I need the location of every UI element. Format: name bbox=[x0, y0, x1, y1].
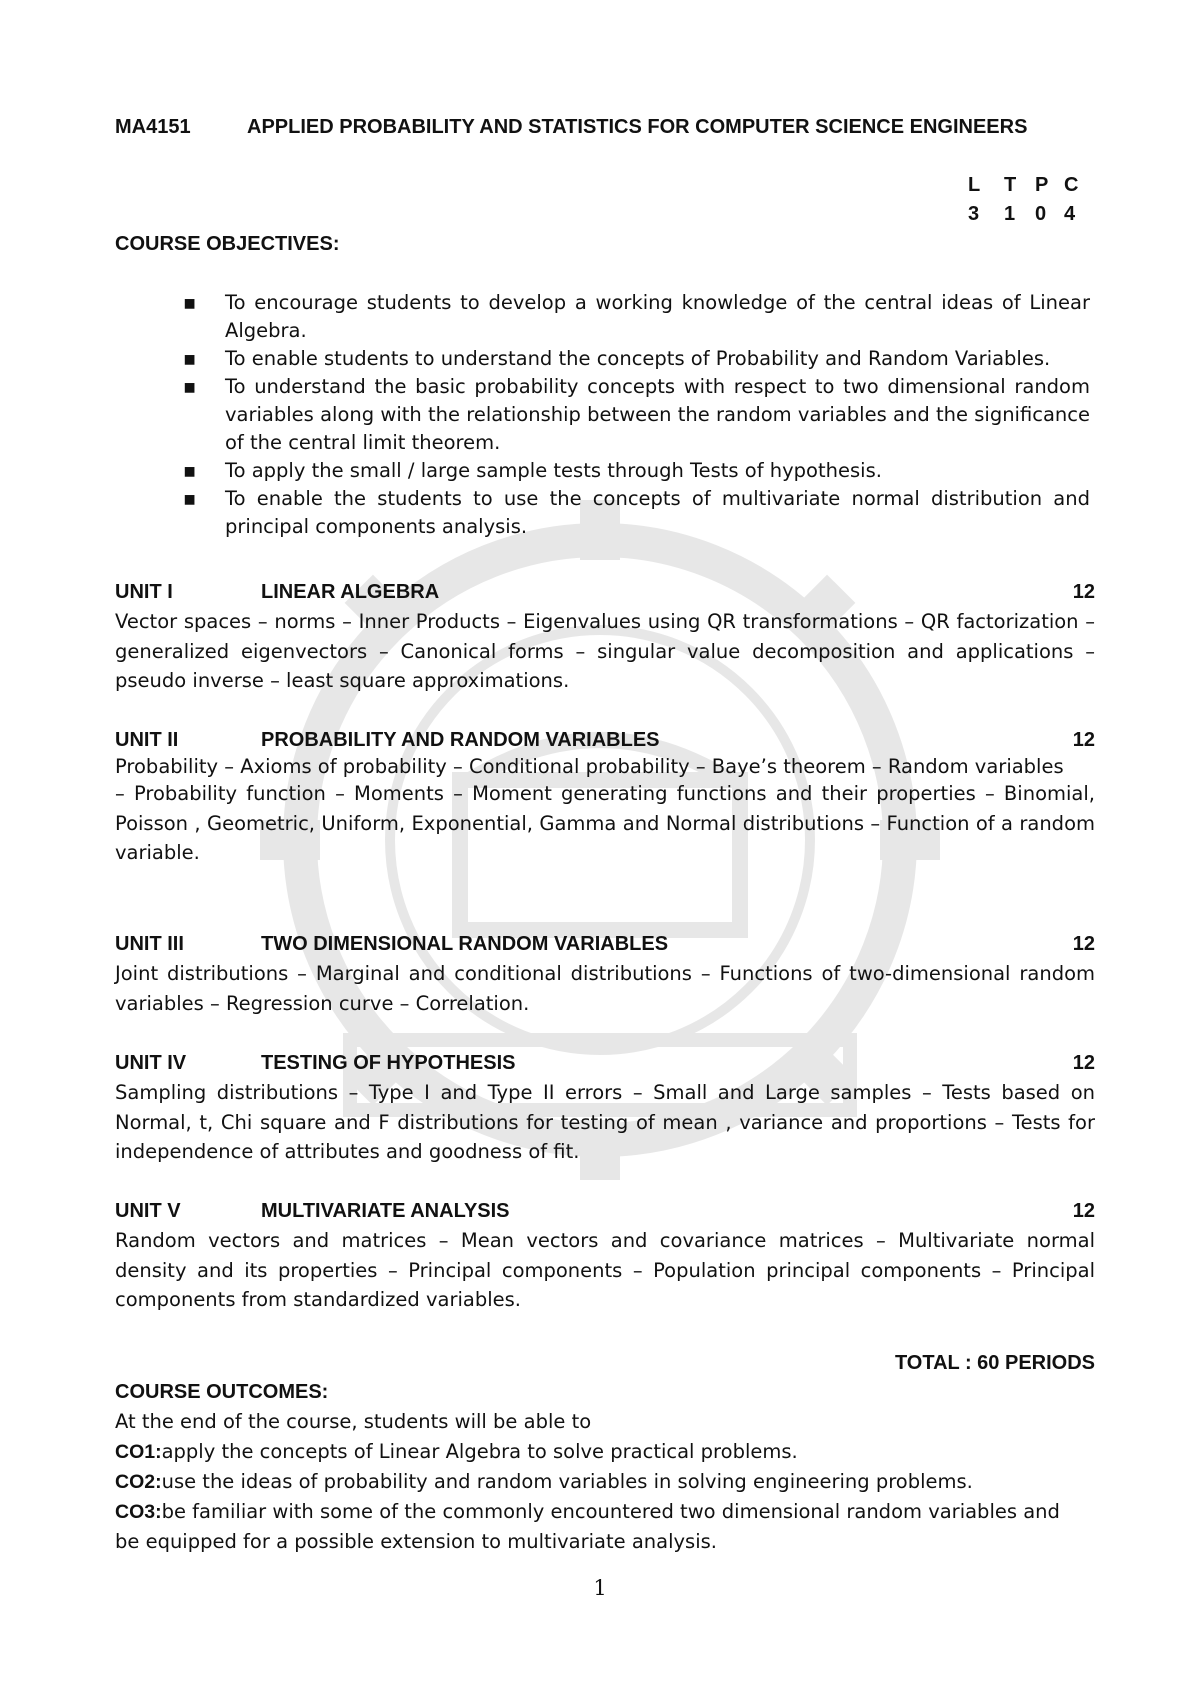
unit-section bbox=[115, 578, 1095, 696]
unit-content: Sampling distributions – Type I and Type II errors – Small and Large samples – Tests based on Normal, t, Chi square and F distributions for testing of mean , variance and proportions – Tests for independence of attributes and goodness of fit. bbox=[115, 1081, 1095, 1163]
objective-item bbox=[180, 457, 1090, 485]
objectives-list bbox=[180, 289, 1090, 541]
square-bullet-icon: ▪ bbox=[183, 487, 197, 510]
square-bullet-icon: ▪ bbox=[183, 347, 197, 370]
unit-content: Vector spaces – norms – Inner Products – Eigenvalues using QR transformations – QR factorization – generalized eigenvectors – Canonical forms – singular value decomposition and applications – pseudo inverse – least square approximations. bbox=[115, 610, 1095, 692]
objective-text: To encourage students to develop a working knowledge of the central ideas of Linear Algebra. bbox=[225, 291, 1090, 342]
page-number: 1 bbox=[593, 1576, 607, 1600]
unit-title: PROBABILITY AND RANDOM VARIABLES bbox=[261, 729, 660, 751]
objective-text: To understand the basic probability concepts with respect to two dimensional random variables along with the relationship between the random variables and the significance of the central limit theorem. bbox=[225, 375, 1090, 454]
ltpc-credits bbox=[968, 171, 1093, 229]
outcome-item bbox=[115, 1437, 1115, 1467]
outcome-item bbox=[115, 1497, 1075, 1557]
unit-content-first: Probability – Axioms of probability – Conditional probability – Baye’s theorem – Random variables bbox=[115, 755, 1064, 778]
square-bullet-icon: ▪ bbox=[183, 291, 197, 314]
ltpc-value: 1 bbox=[1004, 203, 1016, 225]
unit-section bbox=[115, 1049, 1095, 1167]
unit-hours: 12 bbox=[1072, 1200, 1095, 1222]
unit-hours: 12 bbox=[1072, 729, 1095, 751]
ltpc-label: L bbox=[968, 174, 981, 196]
unit-content: Joint distributions – Marginal and conditional distributions – Functions of two-dimensional random variables – Regression curve – Correlation. bbox=[115, 962, 1095, 1015]
objective-text: To enable the students to use the concepts of multivariate normal distribution and principal components analysis. bbox=[225, 487, 1090, 538]
unit-title: TESTING OF HYPOTHESIS bbox=[261, 1052, 516, 1074]
outcome-item bbox=[115, 1467, 1115, 1497]
unit-section bbox=[115, 1197, 1095, 1315]
unit-hours: 12 bbox=[1072, 581, 1095, 603]
unit-title: TWO DIMENSIONAL RANDOM VARIABLES bbox=[261, 933, 669, 955]
unit-title: LINEAR ALGEBRA bbox=[261, 581, 440, 603]
course-title: APPLIED PROBABILITY AND STATISTICS FOR COMPUTER SCIENCE ENGINEERS bbox=[247, 116, 1028, 138]
unit-label: UNIT I bbox=[115, 581, 173, 603]
ltpc-value: 0 bbox=[1035, 203, 1047, 225]
outcome-code: CO3: bbox=[115, 1501, 162, 1523]
outcome-text: apply the concepts of Linear Algebra to solve practical problems. bbox=[161, 1440, 798, 1463]
unit-title: MULTIVARIATE ANALYSIS bbox=[261, 1200, 510, 1222]
objective-text: To enable students to understand the concepts of Probability and Random Variables. bbox=[225, 347, 1051, 370]
outcomes-intro: At the end of the course, students will be able to bbox=[115, 1410, 592, 1433]
unit-label: UNIT II bbox=[115, 729, 179, 751]
unit-hours: 12 bbox=[1072, 933, 1095, 955]
unit-header bbox=[115, 1049, 1095, 1078]
ltpc-labels-row bbox=[968, 171, 1093, 200]
ltpc-label: C bbox=[1064, 174, 1079, 196]
outcome-code: CO2: bbox=[115, 1471, 162, 1493]
unit-section bbox=[115, 930, 1095, 1018]
ltpc-label: P bbox=[1035, 174, 1049, 196]
total-periods: TOTAL : 60 PERIODS bbox=[894, 1352, 1095, 1374]
unit-label: UNIT III bbox=[115, 933, 184, 955]
unit-header bbox=[115, 930, 1095, 959]
course-code: MA4151 bbox=[115, 116, 191, 138]
square-bullet-icon: ▪ bbox=[183, 459, 197, 482]
ltpc-values-row bbox=[968, 200, 1093, 229]
outcomes-heading: COURSE OUTCOMES: bbox=[115, 1381, 329, 1403]
unit-label: UNIT IV bbox=[115, 1052, 187, 1074]
unit-content: – Probability function – Moments – Moment generating functions and their properties – Binomial, Poisson , Geometric, Uniform, Exponential, Gamma and Normal distributions – Function of a random variable. bbox=[115, 782, 1095, 864]
outcomes-list bbox=[115, 1407, 1115, 1557]
objectives-heading: COURSE OBJECTIVES: bbox=[115, 233, 340, 255]
unit-header bbox=[115, 1197, 1095, 1226]
unit-header bbox=[115, 578, 1095, 607]
unit-label: UNIT V bbox=[115, 1200, 181, 1222]
objective-item bbox=[180, 345, 1185, 373]
objective-item bbox=[180, 373, 1090, 457]
unit-header bbox=[115, 726, 1095, 755]
unit-section bbox=[115, 726, 1095, 868]
ltpc-value: 3 bbox=[968, 203, 980, 225]
outcome-text: use the ideas of probability and random variables in solving engineering problems. bbox=[161, 1470, 973, 1493]
objective-item bbox=[180, 289, 1090, 345]
square-bullet-icon: ▪ bbox=[183, 375, 197, 398]
unit-hours: 12 bbox=[1072, 1052, 1095, 1074]
ltpc-label: T bbox=[1004, 174, 1017, 196]
objective-item bbox=[180, 485, 1090, 541]
ltpc-value: 4 bbox=[1064, 203, 1076, 225]
outcome-text: be familiar with some of the commonly encountered two dimensional random variables and be equipped for a possible extension to multivariate analysis. bbox=[115, 1500, 1060, 1553]
unit-content: Random vectors and matrices – Mean vectors and covariance matrices – Multivariate normal density and its properties – Principal components – Population principal components – Principal components from standardized variables. bbox=[115, 1229, 1095, 1311]
objective-text: To apply the small / large sample tests through Tests of hypothesis. bbox=[225, 459, 882, 482]
outcome-code: CO1: bbox=[115, 1441, 162, 1463]
